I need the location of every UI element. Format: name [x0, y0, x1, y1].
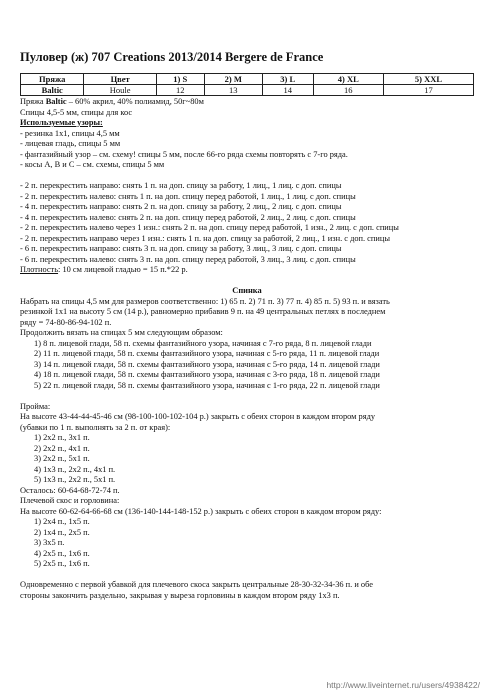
pattern-item: - лицевая гладь, спицы 5 мм	[20, 139, 121, 148]
table-header-cell: 2) M	[204, 74, 262, 85]
back-intro-line: ряду = 74-80-86-94-102 п.	[20, 317, 112, 327]
simultaneous-line: стороны закончить раздельно, закрывая у выреза горловины в каждом втором ряду 1х3 п.	[20, 590, 340, 600]
table-cell: Houle	[84, 85, 156, 96]
yarn-line	[20, 97, 480, 108]
cross-item: - 4 п. перекрестить направо: снять 2 п. на доп. спицу за работу, 2 лиц., 2 лиц. с доп. спицы	[20, 202, 342, 211]
table-cell: 14	[262, 85, 313, 96]
watermark-url: http://www.liveinternet.ru/users/4938422/	[326, 680, 480, 690]
back-intro-line: резинкой 1х1 на высоту 5 см (14 р.), равномерно прибавив 9 п. на 49 центральных петлях в последнем	[20, 307, 386, 316]
shoulder-item: 5) 2х5 п., 1х6 п.	[34, 559, 90, 568]
document-body	[20, 97, 480, 601]
yarn-label: Пряжа	[20, 97, 44, 106]
table-header-cell: 5) XXL	[383, 74, 473, 85]
shoulder-item: 2) 1х4 п., 2х5 п.	[34, 527, 90, 537]
shoulder-item: 3) 3х5 п.	[34, 538, 65, 547]
size-item: 1) 8 п. лицевой глади, 58 п. схемы фантазийного узора, начиная с 7-го ряда, 8 п. лицевой глади	[34, 338, 372, 348]
table-cell: 13	[204, 85, 262, 96]
patterns-heading: Используемые узоры:	[20, 118, 103, 127]
table-row	[21, 85, 474, 96]
armhole-item: 4) 1х3 п., 2х2 п., 4х1 п.	[34, 464, 116, 474]
armhole-line: На высоте 43-44-44-45-46 см (98-100-100-102-104 р.) закрыть с обеих сторон в каждом втором ряду	[20, 412, 376, 421]
cross-item: - 6 п. перекрестить налево: снять 3 п. на доп. спицу перед работой, 3 лиц., 3 лиц. с доп. спицы	[20, 254, 356, 264]
cross-item: - 4 п. перекрестить налево: снять 2 п. на доп. спицу перед работой, 2 лиц., 2 лиц. с доп. спицы	[20, 212, 356, 222]
armhole-item: 3) 2х2 п., 5х1 п.	[34, 454, 90, 463]
simultaneous-line: Одновременно с первой убавкой для плечевого скоса закрыть центральные 28-30-32-34-36 п. и обе	[20, 580, 373, 589]
table-cell: 16	[313, 85, 383, 96]
table-header-row	[21, 74, 474, 85]
armhole-item: 1) 2х2 п., 3х1 п.	[34, 433, 90, 442]
armhole-item: 2) 2х2 п., 4х1 п.	[34, 443, 90, 453]
yarn-size-table	[20, 73, 474, 96]
gauge-line	[20, 265, 480, 276]
table-cell: 12	[156, 85, 204, 96]
armhole-line: (убавки по 1 п. выполнять за 2 п. от края):	[20, 422, 171, 432]
shoulder-item: 4) 2х5 п., 1х6 п.	[34, 548, 90, 558]
size-item: 2) 11 п. лицевой глади, 58 п. схемы фантазийного узора, начиная с 5-го ряда, 11 п. лицевой глади	[34, 349, 380, 358]
shoulder-line: На высоте 60-62-64-66-68 см (136-140-144-148-152 р.) закрыть с обеих сторон в каждом втором ряду:	[20, 506, 382, 516]
table-header-cell: 3) L	[262, 74, 313, 85]
back-heading: Спинка	[232, 286, 262, 295]
yarn-name: Baltic	[45, 97, 67, 106]
needles-line: Спицы 4,5-5 мм, спицы для кос	[20, 107, 133, 117]
armhole-item: 5) 1х3 п., 2х2 п., 5х1 п.	[34, 475, 116, 484]
cross-item: - 6 п. перекрестить направо: снять 3 п. на доп. спицу за работу, 3 лиц., 3 лиц. с доп. спицы	[20, 244, 342, 253]
table-header-cell: Цвет	[84, 74, 156, 85]
table-header-cell: 4) XL	[313, 74, 383, 85]
table-header-cell: 1) S	[156, 74, 204, 85]
gauge-text: : 10 см лицевой гладью = 15 п.*22 р.	[58, 265, 188, 274]
armhole-heading: Пройма:	[20, 401, 51, 411]
pattern-item: - косы А, В и С – см. схемы, спицы 5 мм	[20, 160, 165, 169]
remaining-line: Осталось: 60-64-68-72-74 п.	[20, 485, 120, 495]
cross-item: - 2 п. перекрестить налево: снять 1 п. на доп. спицу перед работой, 1 лиц., 1 лиц. с доп. спицы	[20, 191, 356, 201]
shoulder-item: 1) 2х4 п., 1х5 п.	[34, 517, 90, 526]
pattern-item: - резинка 1х1, спицы 4,5 мм	[20, 128, 120, 138]
table-header-cell: Пряжа	[21, 74, 84, 85]
cross-item: - 2 п. перекрестить налево через 1 изн.: снять 2 п. на доп. спицу перед работой, 1 изн., 2 лиц. с доп. спицы	[20, 223, 399, 232]
back-intro-line: Набрать на спицы 4,5 мм для размеров соответственно: 1) 65 п. 2) 71 п. 3) 77 п. 4) 85 п. 5) 93 п. и вязать	[20, 296, 390, 306]
size-item: 4) 18 п. лицевой глади, 58 п. схемы фантазийного узора, начиная с 3-го ряда, 18 п. лицевой глади	[34, 370, 380, 379]
continue-line: Продолжить вязать на спицах 5 мм следующим образом:	[20, 328, 223, 337]
cross-item: - 2 п. перекрестить направо: снять 1 п. на доп. спицу за работу, 1 лиц., 1 лиц. с доп. спицы	[20, 181, 342, 190]
table-cell: Baltic	[21, 85, 84, 96]
pattern-item: - фантазийный узор – см. схему! спицы 5 мм, после 66-го ряда схемы повторять с 7-го ряда.	[20, 149, 348, 159]
gauge-label: Плотность	[20, 265, 59, 274]
document-title: Пуловер (ж) 707 Creations 2013/2014 Bergere de France	[20, 50, 324, 64]
table-cell: 17	[383, 85, 473, 96]
size-item: 3) 14 п. лицевой глади, 58 п. схемы фантазийного узора, начиная с 5-го ряда, 14 п. лицевой глади	[34, 359, 380, 369]
shoulder-heading: Плечевой скос и горловина:	[20, 496, 120, 505]
size-item: 5) 22 п. лицевой глади, 58 п. схемы фантазийного узора, начиная с 1-го ряда, 22 п. лицевой глади	[34, 380, 380, 390]
cross-item: - 2 п. перекрестить направо через 1 изн.: снять 1 п. на доп. спицу за работой, 2 лиц., 1 изн. с доп. спицы	[20, 233, 390, 243]
yarn-composition: – 60% акрил, 40% полиамид, 50г~80м	[66, 97, 204, 106]
